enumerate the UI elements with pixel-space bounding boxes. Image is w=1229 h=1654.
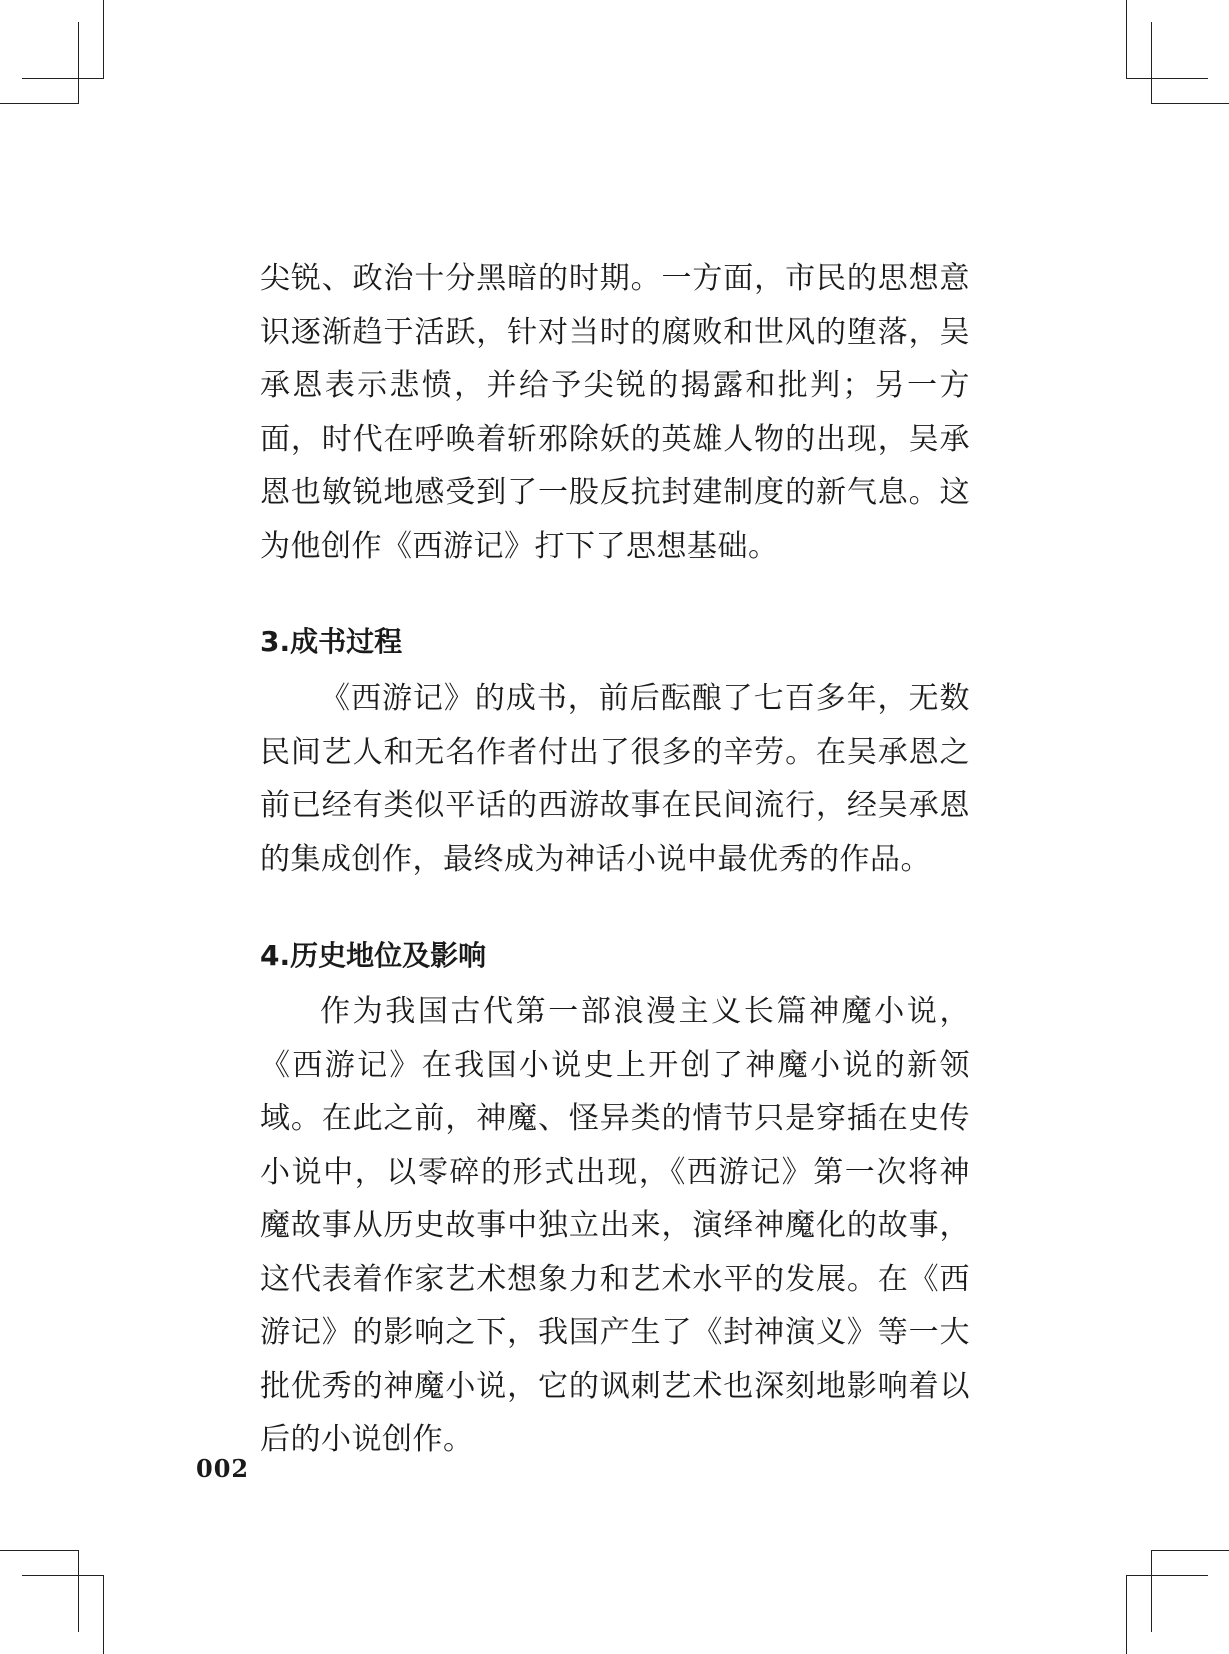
crop-mark-top-right-v2 bbox=[1151, 22, 1152, 104]
crop-mark-bottom-left-v bbox=[103, 1575, 104, 1654]
crop-mark-top-right-h bbox=[1126, 78, 1208, 79]
paragraph-context bbox=[260, 252, 970, 573]
crop-mark-bottom-left-h2 bbox=[0, 1550, 78, 1551]
crop-mark-bottom-left-h bbox=[22, 1575, 104, 1576]
section-heading-4: 4.历史地位及影响 bbox=[260, 939, 487, 972]
crop-mark-top-left-v2 bbox=[78, 22, 79, 104]
crop-mark-top-left-h bbox=[22, 78, 104, 79]
paragraph-influence bbox=[260, 985, 970, 1467]
body-paragraph: 《西游记》的成书，前后酝酿了七百多年，无数民间艺人和无名作者付出了很多的辛劳。在吴承恩之前已经有类似平话的西游故事在民间流行，经吴承恩的集成创作，最终成为神话小说中最优秀的作品。 bbox=[260, 681, 970, 877]
crop-mark-bottom-right-h bbox=[1126, 1575, 1208, 1576]
crop-mark-top-right-v bbox=[1126, 0, 1127, 78]
crop-mark-top-left-v bbox=[103, 0, 104, 78]
crop-mark-bottom-left-v2 bbox=[78, 1550, 79, 1632]
paragraph-composition bbox=[260, 672, 970, 886]
crop-mark-bottom-right-v bbox=[1126, 1575, 1127, 1654]
page-number: 002 bbox=[196, 1454, 250, 1483]
body-paragraph: 尖锐、政治十分黑暗的时期。一方面，市民的思想意识逐渐趋于活跃，针对当时的腐败和世风的堕落，吴承恩表示悲愤，并给予尖锐的揭露和批判；另一方面，时代在呼唤着斩邪除妖的英雄人物的出现，吴承恩也敏锐地感受到了一股反抗封建制度的新气息。这为他创作《西游记》打下了思想基础。 bbox=[260, 261, 970, 564]
crop-mark-top-right-h2 bbox=[1151, 103, 1229, 104]
section-heading-3: 3.成书过程 bbox=[260, 625, 403, 658]
crop-mark-top-left-h2 bbox=[0, 103, 78, 104]
crop-mark-bottom-right-v2 bbox=[1151, 1550, 1152, 1632]
crop-mark-bottom-right-h2 bbox=[1151, 1550, 1229, 1551]
body-paragraph: 作为我国古代第一部浪漫主义长篇神魔小说，《西游记》在我国小说史上开创了神魔小说的新领域。在此之前，神魔、怪异类的情节只是穿插在史传小说中，以零碎的形式出现，《西游记》第一次将神魔故事从历史故事中独立出来，演绎神魔化的故事，这代表着作家艺术想象力和艺术水平的发展。在《西游记》的影响之下，我国产生了《封神演义》等一大批优秀的神魔小说，它的讽刺艺术也深刻地影响着以后的小说创作。 bbox=[260, 994, 970, 1457]
